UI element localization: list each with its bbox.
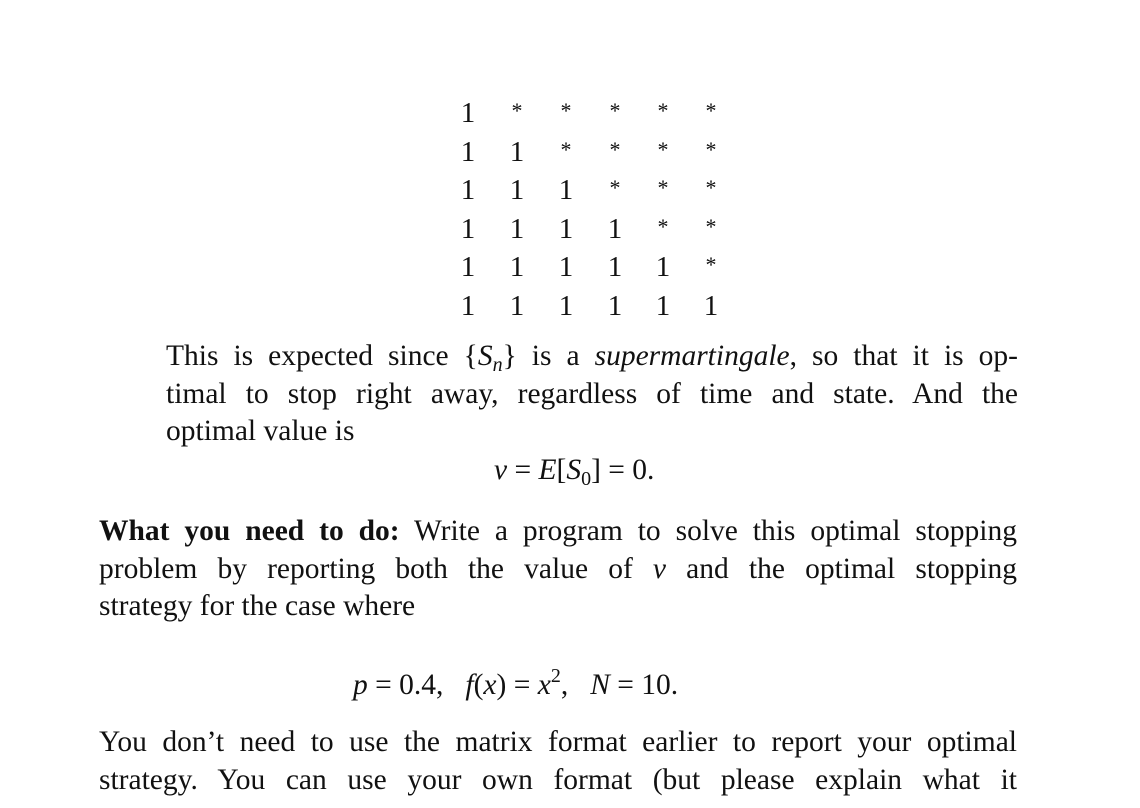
math-variable: S: [566, 454, 582, 486]
paragraph-line: timal to stop right away, regardless of time and state. And the: [166, 377, 1018, 410]
text-run: problem by reporting both the value of: [99, 552, 653, 585]
matrix-cell: 1: [509, 251, 525, 283]
parameters-equation: [353, 658, 678, 703]
task-paragraph: [99, 513, 1017, 626]
text-run: This is expected since {: [166, 340, 478, 372]
matrix-cell: 1: [703, 289, 719, 322]
matrix-cell: *: [560, 136, 572, 162]
matrix-cell: 1: [607, 251, 623, 283]
math-variable: x: [483, 669, 497, 701]
paragraph-line: [99, 551, 1017, 589]
paragraph-line: strategy for the case where: [99, 590, 416, 622]
matrix-cell: 1: [460, 97, 476, 129]
matrix-cell: 1: [558, 174, 574, 206]
matrix-cell: 1: [607, 289, 623, 322]
matrix-cell: *: [609, 98, 621, 123]
math-value: = 0.4,: [367, 669, 444, 701]
paragraph-line: You don’t need to use the matrix format earlier to report your optimal: [99, 726, 1017, 758]
matrix-cell: 1: [460, 289, 476, 322]
math-variable: S: [477, 340, 493, 372]
matrix-cell: *: [657, 98, 669, 123]
emphasis-text: supermartingale: [594, 340, 790, 372]
matrix-cell: 1: [607, 212, 623, 245]
matrix-cell: 1: [558, 251, 574, 283]
math-variable: x: [537, 669, 551, 701]
matrix-cell: *: [705, 98, 717, 123]
matrix-cell: *: [705, 213, 717, 239]
math-variable: f: [465, 669, 474, 701]
matrix-cell: 1: [558, 289, 574, 322]
matrix-cell: 1: [509, 212, 525, 245]
math-subscript: n: [492, 354, 503, 376]
math-bracket: ): [496, 669, 507, 701]
math-value: = 10.: [609, 669, 679, 701]
matrix-cell: 1: [655, 289, 671, 322]
matrix-cell: *: [560, 98, 572, 123]
math-variable: p: [353, 669, 368, 701]
math-bracket: (: [473, 669, 484, 701]
matrix-row: [445, 248, 735, 287]
matrix-cell: 1: [558, 212, 574, 245]
paragraph-line: strategy. You can use your own format (but please explain what it: [99, 763, 1017, 796]
math-variable: N: [590, 669, 610, 701]
text-run: Write a program to solve this optimal stopping: [399, 515, 1017, 547]
math-punctuation: ,: [560, 669, 569, 701]
matrix-cell: 1: [460, 212, 476, 245]
paragraph-line: [166, 338, 1018, 376]
matrix-cell: 1: [460, 174, 476, 206]
matrix-cell: 1: [509, 174, 525, 206]
matrix-row: [445, 171, 735, 210]
math-variable: E: [538, 454, 557, 486]
strategy-matrix: [445, 94, 735, 325]
math-subscript: 0: [581, 468, 592, 490]
matrix-cell: 1: [509, 135, 525, 168]
matrix-cell: *: [609, 136, 621, 162]
matrix-cell: *: [705, 136, 717, 162]
matrix-row: [445, 287, 735, 326]
paragraph-line: optimal value is: [166, 415, 355, 447]
matrix-cell: 1: [460, 135, 476, 168]
matrix-row: [445, 94, 735, 133]
format-paragraph: [99, 724, 1017, 799]
math-variable: v: [494, 454, 508, 486]
math-value: = 0.: [600, 454, 655, 486]
matrix-cell: *: [609, 175, 621, 200]
math-operator: =: [507, 454, 539, 486]
math-bracket: ]: [591, 454, 601, 486]
matrix-cell: *: [705, 252, 717, 277]
matrix-row: [445, 210, 735, 249]
matrix-cell: *: [657, 175, 669, 200]
math-variable: v: [652, 552, 667, 585]
matrix-cell: *: [705, 175, 717, 200]
text-run: } is a: [502, 340, 580, 372]
matrix-cell: 1: [509, 289, 525, 322]
math-operator: =: [506, 669, 538, 701]
matrix-cell: *: [511, 98, 523, 123]
math-bracket: [: [556, 454, 567, 486]
matrix-cell: 1: [655, 251, 671, 283]
text-run: , so that it is op-: [789, 340, 1018, 372]
matrix-cell: *: [657, 213, 669, 239]
text-run: and the optimal stopping: [666, 552, 1017, 585]
bold-heading: What you need to do:: [99, 515, 400, 547]
matrix-row: [445, 133, 735, 172]
paragraph-line: [99, 513, 1017, 551]
optimal-value-equation: [494, 452, 654, 497]
matrix-cell: 1: [460, 251, 476, 283]
math-exponent: 2: [550, 665, 561, 687]
explanation-paragraph: [166, 338, 1018, 451]
matrix-cell: *: [657, 136, 669, 162]
